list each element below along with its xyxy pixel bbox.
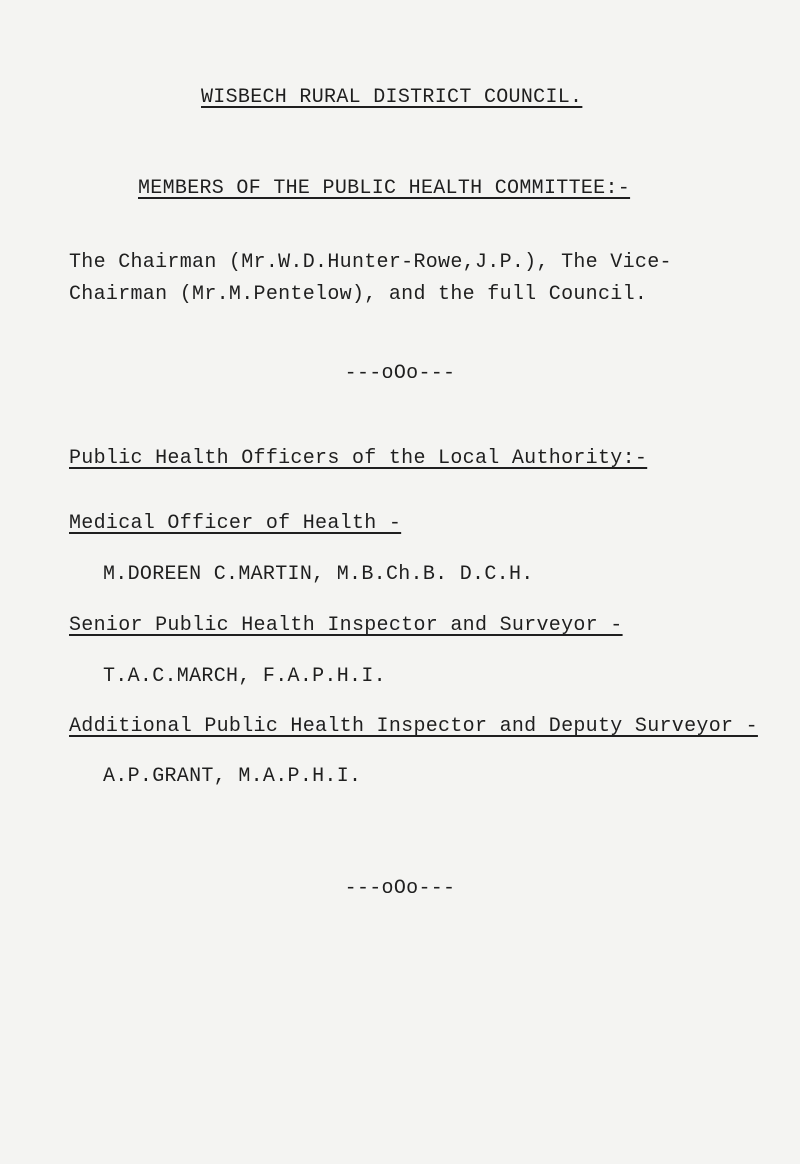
officer-name-medical: M.DOREEN C.MARTIN, M.B.Ch.B. D.C.H. bbox=[103, 563, 534, 586]
separator: ---oOo--- bbox=[344, 362, 456, 385]
committee-title: MEMBERS OF THE PUBLIC HEALTH COMMITTEE:- bbox=[138, 177, 631, 200]
officer-name-senior-inspector: T.A.C.MARCH, F.A.P.H.I. bbox=[103, 665, 386, 688]
committee-members-line-2: Chairman (Mr.M.Pentelow), and the full Council. bbox=[69, 283, 648, 306]
committee-members-line-1: The Chairman (Mr.W.D.Hunter-Rowe,J.P.), The Vice- bbox=[69, 251, 672, 274]
officers-title: Public Health Officers of the Local Authority:- bbox=[69, 447, 648, 470]
officer-name-additional-inspector: A.P.GRANT, M.A.P.H.I. bbox=[103, 765, 362, 788]
officer-role-medical: Medical Officer of Health - bbox=[69, 512, 402, 535]
council-heading: WISBECH RURAL DISTRICT COUNCIL. bbox=[201, 86, 583, 109]
officer-role-senior-inspector: Senior Public Health Inspector and Surveyor - bbox=[69, 614, 623, 637]
officer-role-additional-inspector: Additional Public Health Inspector and Deputy Surveyor - bbox=[69, 715, 758, 738]
separator-bottom: ---oOo--- bbox=[344, 877, 456, 900]
